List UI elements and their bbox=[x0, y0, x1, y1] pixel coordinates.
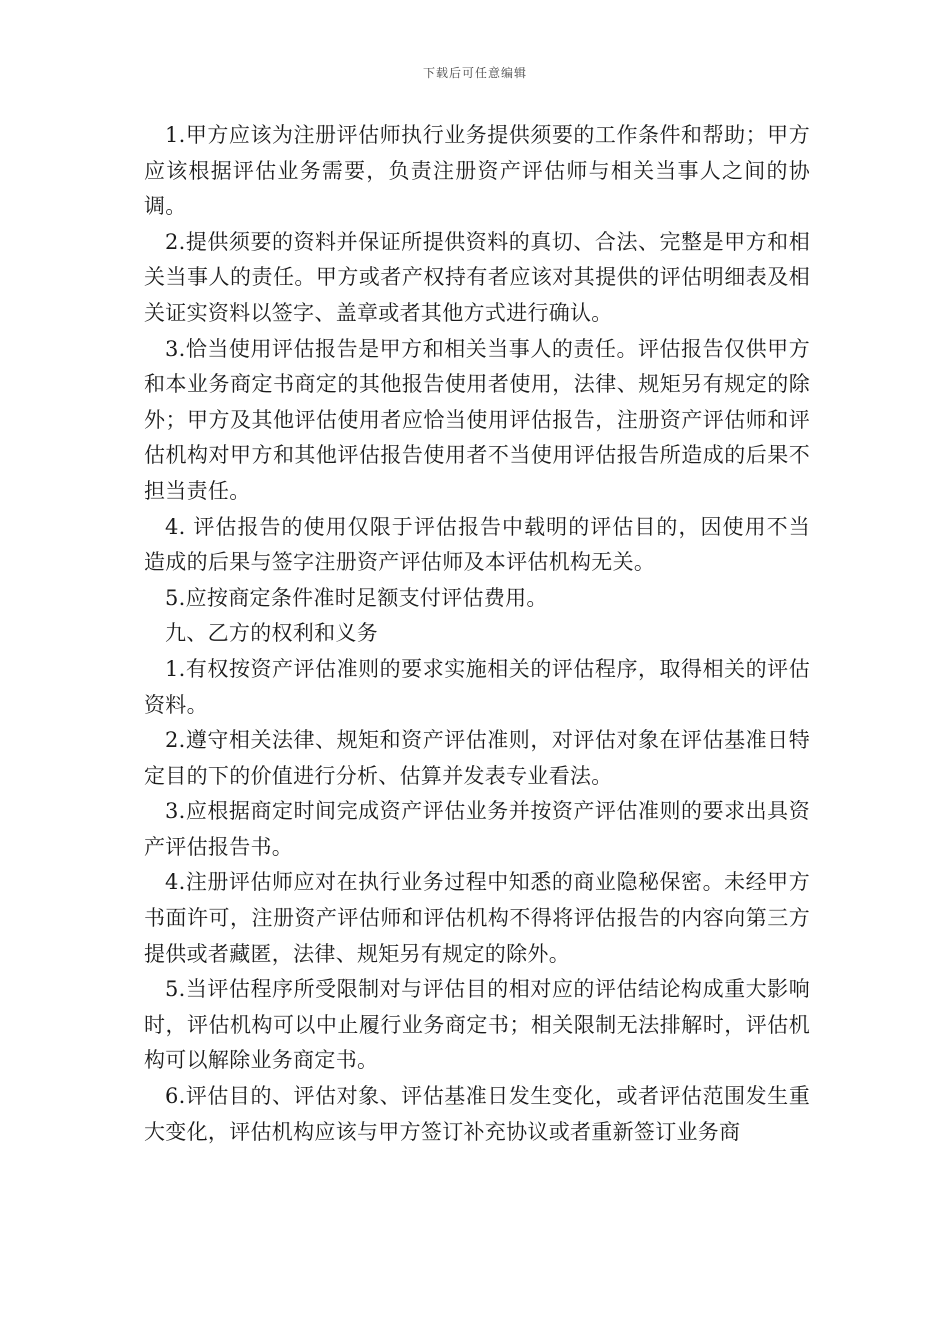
paragraph-5: 5.应按商定条件准时足额支付评估费用。 bbox=[165, 585, 548, 610]
paragraph-7: 2.遵守相关法律、规矩和资产评估准则，对评估对象在评估基准日特定目的下的价值进行分析、估算并发表专业看法。 bbox=[144, 728, 810, 788]
paragraph-3: 3.恰当使用评估报告是甲方和相关当事人的责任。评估报告仅供甲方和本业务商定书商定的其他报告使用者使用，法律、规矩另有规定的除外；甲方及其他评估使用者应恰当使用评估报告，注册资产评估师和评估机构对甲方和其他评估报告使用者不当使用评估报告所造成的后果不担当责任。 bbox=[144, 336, 810, 503]
document-body bbox=[144, 118, 810, 1150]
paragraph-10: 5.当评估程序所受限制对与评估目的相对应的评估结论构成重大影响时，评估机构可以中止履行业务商定书；相关限制无法排解时，评估机构可以解除业务商定书。 bbox=[144, 977, 810, 1073]
paragraph-11: 6.评估目的、评估对象、评估基准日发生变化，或者评估范围发生重大变化，评估机构应该与甲方签订补充协议或者重新签订业务商 bbox=[144, 1084, 810, 1144]
section-heading: 九、乙方的权利和义务 bbox=[165, 621, 378, 646]
paragraph-8: 3.应根据商定时间完成资产评估业务并按资产评估准则的要求出具资产评估报告书。 bbox=[144, 799, 810, 859]
page-header: 下载后可任意编辑 bbox=[422, 66, 527, 80]
paragraph-9: 4.注册评估师应对在执行业务过程中知悉的商业隐秘保密。未经甲方书面许可，注册资产评估师和评估机构不得将评估报告的内容向第三方提供或者藏匿，法律、规矩另有规定的除外。 bbox=[144, 870, 810, 966]
paragraph-1: 1.甲方应该为注册评估师执行业务提供须要的工作条件和帮助；甲方应该根据评估业务需要，负责注册资产评估师与相关当事人之间的协调。 bbox=[144, 123, 810, 219]
paragraph-2: 2.提供须要的资料并保证所提供资料的真切、合法、完整是甲方和相关当事人的责任。甲方或者产权持有者应该对其提供的评估明细表及相关证实资料以签字、盖章或者其他方式进行确认。 bbox=[144, 229, 810, 325]
paragraph-6: 1.有权按资产评估准则的要求实施相关的评估程序，取得相关的评估资料。 bbox=[144, 656, 810, 717]
paragraph-4: 4. 评估报告的使用仅限于评估报告中载明的评估目的，因使用不当造成的后果与签字注册资产评估师及本评估机构无关。 bbox=[144, 514, 810, 575]
